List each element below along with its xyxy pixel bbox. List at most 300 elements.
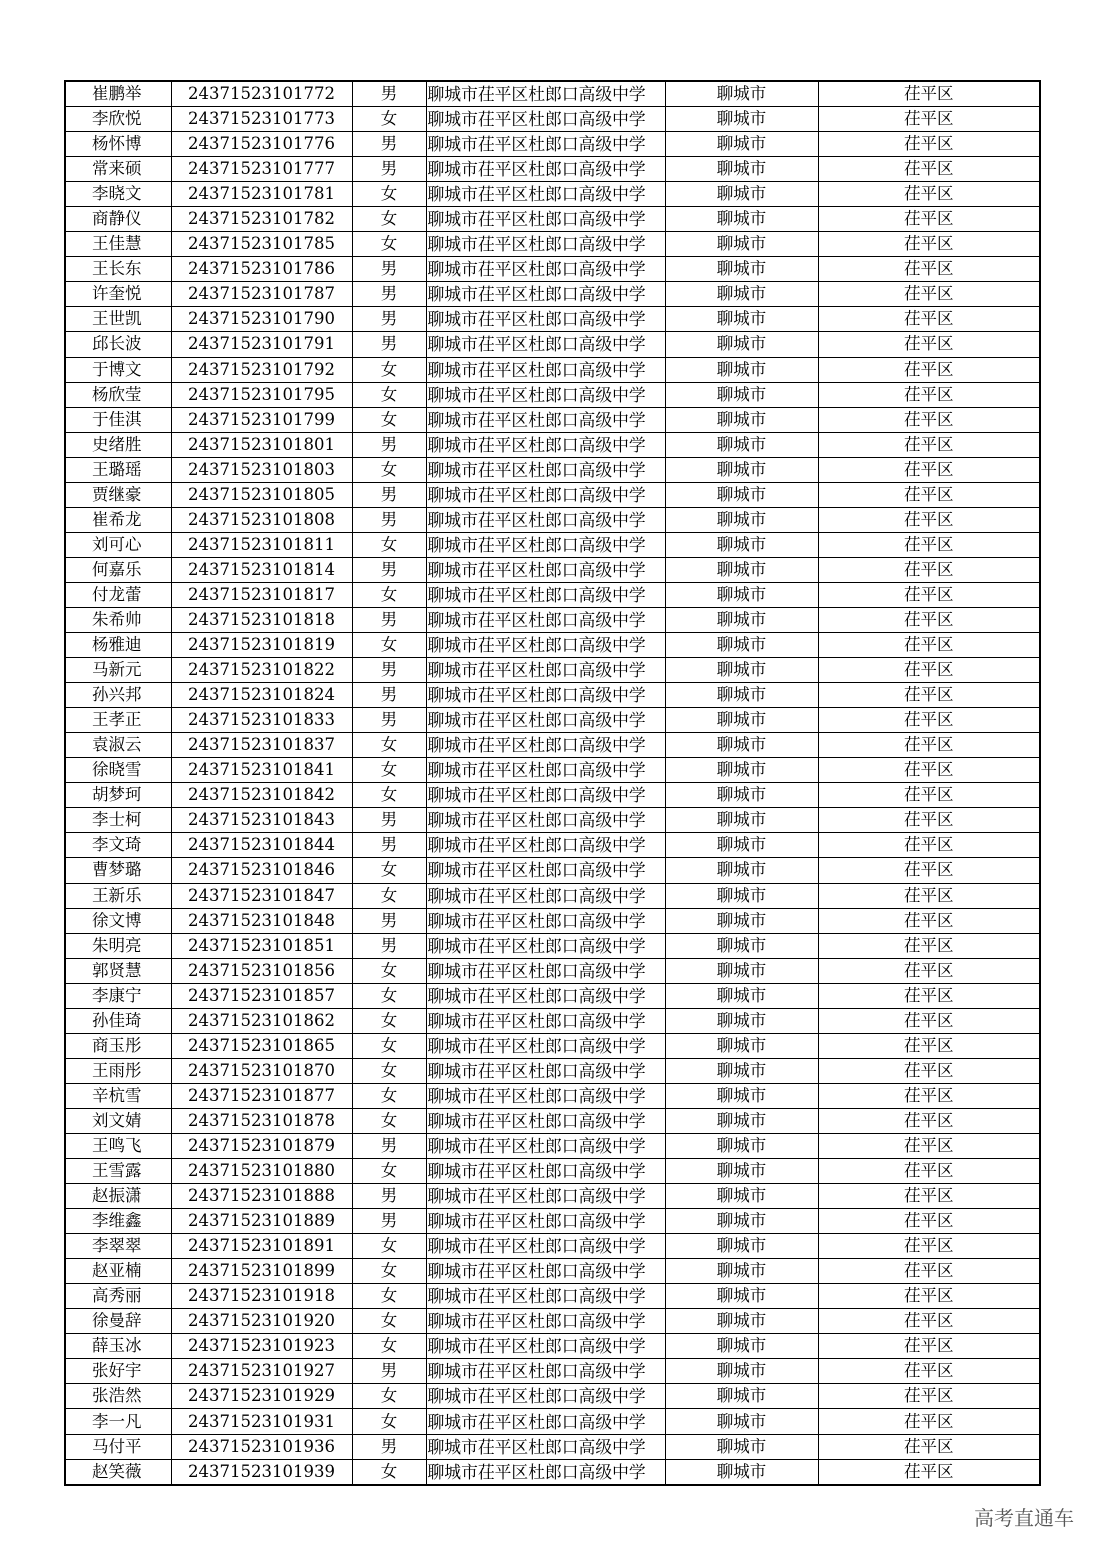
city-cell: 聊城市 (665, 407, 818, 432)
table-row (65, 307, 1040, 332)
table-row (65, 883, 1040, 908)
table-row (65, 1133, 1040, 1158)
name-cell: 王世凯 (65, 307, 171, 332)
table-row (65, 232, 1040, 257)
district-cell: 茌平区 (818, 1033, 1040, 1058)
school-cell: 聊城市茌平区杜郎口高级中学 (426, 407, 665, 432)
table-row (65, 1459, 1040, 1485)
name-cell: 薛玉冰 (65, 1334, 171, 1359)
gender-cell: 女 (352, 983, 426, 1008)
name-cell: 朱希帅 (65, 607, 171, 632)
district-cell: 茌平区 (818, 658, 1040, 683)
district-cell: 茌平区 (818, 1108, 1040, 1133)
city-cell: 聊城市 (665, 1434, 818, 1459)
exam-id-cell: 24371523101817 (171, 582, 352, 607)
table-row (65, 933, 1040, 958)
exam-id-cell: 24371523101808 (171, 507, 352, 532)
city-cell: 聊城市 (665, 908, 818, 933)
district-cell: 茌平区 (818, 633, 1040, 658)
city-cell: 聊城市 (665, 808, 818, 833)
table-row (65, 107, 1040, 132)
district-cell: 茌平区 (818, 983, 1040, 1008)
exam-id-cell: 24371523101851 (171, 933, 352, 958)
name-cell: 于佳淇 (65, 407, 171, 432)
name-cell: 许奎悦 (65, 282, 171, 307)
table-row (65, 1259, 1040, 1284)
city-cell: 聊城市 (665, 457, 818, 482)
table-row (65, 532, 1040, 557)
city-cell: 聊城市 (665, 1083, 818, 1108)
name-cell: 高秀丽 (65, 1284, 171, 1309)
name-cell: 贾继豪 (65, 482, 171, 507)
district-cell: 茌平区 (818, 708, 1040, 733)
city-cell: 聊城市 (665, 1234, 818, 1259)
city-cell: 聊城市 (665, 1008, 818, 1033)
city-cell: 聊城市 (665, 1259, 818, 1284)
name-cell: 徐晓雪 (65, 758, 171, 783)
city-cell: 聊城市 (665, 482, 818, 507)
district-cell: 茌平区 (818, 282, 1040, 307)
gender-cell: 女 (352, 1008, 426, 1033)
table-row (65, 1083, 1040, 1108)
city-cell: 聊城市 (665, 332, 818, 357)
city-cell: 聊城市 (665, 833, 818, 858)
name-cell: 杨雅迪 (65, 633, 171, 658)
city-cell: 聊城市 (665, 132, 818, 157)
gender-cell: 女 (352, 883, 426, 908)
gender-cell: 男 (352, 482, 426, 507)
district-cell: 茌平区 (818, 457, 1040, 482)
school-cell: 聊城市茌平区杜郎口高级中学 (426, 758, 665, 783)
exam-id-cell: 24371523101843 (171, 808, 352, 833)
school-cell: 聊城市茌平区杜郎口高级中学 (426, 607, 665, 632)
district-cell: 茌平区 (818, 207, 1040, 232)
district-cell: 茌平区 (818, 958, 1040, 983)
table-row (65, 557, 1040, 582)
gender-cell: 男 (352, 833, 426, 858)
table-row (65, 1008, 1040, 1033)
name-cell: 王璐瑶 (65, 457, 171, 482)
school-cell: 聊城市茌平区杜郎口高级中学 (426, 808, 665, 833)
school-cell: 聊城市茌平区杜郎口高级中学 (426, 557, 665, 582)
gender-cell: 男 (352, 1184, 426, 1209)
city-cell: 聊城市 (665, 357, 818, 382)
city-cell: 聊城市 (665, 107, 818, 132)
exam-id-cell: 24371523101791 (171, 332, 352, 357)
school-cell: 聊城市茌平区杜郎口高级中学 (426, 1008, 665, 1033)
city-cell: 聊城市 (665, 1309, 818, 1334)
exam-id-cell: 24371523101856 (171, 958, 352, 983)
school-cell: 聊城市茌平区杜郎口高级中学 (426, 1159, 665, 1184)
name-cell: 何嘉乐 (65, 557, 171, 582)
district-cell: 茌平区 (818, 132, 1040, 157)
school-cell: 聊城市茌平区杜郎口高级中学 (426, 1033, 665, 1058)
table-row (65, 81, 1040, 107)
city-cell: 聊城市 (665, 1384, 818, 1409)
district-cell: 茌平区 (818, 833, 1040, 858)
name-cell: 王雪露 (65, 1159, 171, 1184)
district-cell: 茌平区 (818, 908, 1040, 933)
school-cell: 聊城市茌平区杜郎口高级中学 (426, 532, 665, 557)
city-cell: 聊城市 (665, 81, 818, 107)
gender-cell: 男 (352, 607, 426, 632)
gender-cell: 女 (352, 182, 426, 207)
table-row (65, 808, 1040, 833)
name-cell: 杨怀博 (65, 132, 171, 157)
table-row (65, 182, 1040, 207)
school-cell: 聊城市茌平区杜郎口高级中学 (426, 1234, 665, 1259)
table-row (65, 607, 1040, 632)
name-cell: 崔鹏举 (65, 81, 171, 107)
gender-cell: 男 (352, 658, 426, 683)
city-cell: 聊城市 (665, 1058, 818, 1083)
name-cell: 李晓文 (65, 182, 171, 207)
name-cell: 付龙蕾 (65, 582, 171, 607)
school-cell: 聊城市茌平区杜郎口高级中学 (426, 1284, 665, 1309)
table-row (65, 733, 1040, 758)
table-row (65, 1184, 1040, 1209)
table-row (65, 382, 1040, 407)
school-cell: 聊城市茌平区杜郎口高级中学 (426, 1058, 665, 1083)
city-cell: 聊城市 (665, 783, 818, 808)
district-cell: 茌平区 (818, 532, 1040, 557)
school-cell: 聊城市茌平区杜郎口高级中学 (426, 1259, 665, 1284)
exam-id-cell: 24371523101782 (171, 207, 352, 232)
name-cell: 刘文婧 (65, 1108, 171, 1133)
district-cell: 茌平区 (818, 808, 1040, 833)
exam-id-cell: 24371523101786 (171, 257, 352, 282)
city-cell: 聊城市 (665, 382, 818, 407)
district-cell: 茌平区 (818, 557, 1040, 582)
school-cell: 聊城市茌平区杜郎口高级中学 (426, 983, 665, 1008)
district-cell: 茌平区 (818, 1384, 1040, 1409)
name-cell: 邱长波 (65, 332, 171, 357)
district-cell: 茌平区 (818, 182, 1040, 207)
school-cell: 聊城市茌平区杜郎口高级中学 (426, 708, 665, 733)
school-cell: 聊城市茌平区杜郎口高级中学 (426, 432, 665, 457)
school-cell: 聊城市茌平区杜郎口高级中学 (426, 833, 665, 858)
exam-id-cell: 24371523101878 (171, 1108, 352, 1133)
school-cell: 聊城市茌平区杜郎口高级中学 (426, 257, 665, 282)
exam-id-cell: 24371523101877 (171, 1083, 352, 1108)
school-cell: 聊城市茌平区杜郎口高级中学 (426, 658, 665, 683)
district-cell: 茌平区 (818, 257, 1040, 282)
name-cell: 李维鑫 (65, 1209, 171, 1234)
exam-id-cell: 24371523101833 (171, 708, 352, 733)
city-cell: 聊城市 (665, 507, 818, 532)
table-row (65, 958, 1040, 983)
school-cell: 聊城市茌平区杜郎口高级中学 (426, 332, 665, 357)
city-cell: 聊城市 (665, 232, 818, 257)
district-cell: 茌平区 (818, 232, 1040, 257)
exam-id-cell: 24371523101899 (171, 1259, 352, 1284)
school-cell: 聊城市茌平区杜郎口高级中学 (426, 157, 665, 182)
name-cell: 商静仪 (65, 207, 171, 232)
gender-cell: 男 (352, 257, 426, 282)
watermark: 高考直通车 (974, 1506, 1074, 1530)
gender-cell: 女 (352, 357, 426, 382)
city-cell: 聊城市 (665, 1409, 818, 1434)
gender-cell: 女 (352, 1284, 426, 1309)
gender-cell: 女 (352, 758, 426, 783)
table-row (65, 633, 1040, 658)
gender-cell: 女 (352, 733, 426, 758)
school-cell: 聊城市茌平区杜郎口高级中学 (426, 958, 665, 983)
gender-cell: 女 (352, 457, 426, 482)
name-cell: 郭贤慧 (65, 958, 171, 983)
gender-cell: 男 (352, 432, 426, 457)
school-cell: 聊城市茌平区杜郎口高级中学 (426, 207, 665, 232)
exam-id-cell: 24371523101880 (171, 1159, 352, 1184)
city-cell: 聊城市 (665, 1033, 818, 1058)
exam-id-cell: 24371523101799 (171, 407, 352, 432)
school-cell: 聊城市茌平区杜郎口高级中学 (426, 733, 665, 758)
name-cell: 曹梦璐 (65, 858, 171, 883)
exam-id-cell: 24371523101819 (171, 633, 352, 658)
district-cell: 茌平区 (818, 107, 1040, 132)
table-row (65, 357, 1040, 382)
school-cell: 聊城市茌平区杜郎口高级中学 (426, 81, 665, 107)
exam-id-cell: 24371523101818 (171, 607, 352, 632)
name-cell: 于博文 (65, 357, 171, 382)
table-row (65, 132, 1040, 157)
table-row (65, 507, 1040, 532)
exam-id-cell: 24371523101931 (171, 1409, 352, 1434)
city-cell: 聊城市 (665, 733, 818, 758)
student-roster-table (64, 80, 1041, 1486)
exam-id-cell: 24371523101772 (171, 81, 352, 107)
school-cell: 聊城市茌平区杜郎口高级中学 (426, 1359, 665, 1384)
district-cell: 茌平区 (818, 883, 1040, 908)
name-cell: 李文琦 (65, 833, 171, 858)
gender-cell: 女 (352, 1058, 426, 1083)
city-cell: 聊城市 (665, 557, 818, 582)
name-cell: 崔希龙 (65, 507, 171, 532)
table-row (65, 1209, 1040, 1234)
exam-id-cell: 24371523101847 (171, 883, 352, 908)
table-row (65, 1434, 1040, 1459)
district-cell: 茌平区 (818, 1309, 1040, 1334)
exam-id-cell: 24371523101801 (171, 432, 352, 457)
table-row (65, 157, 1040, 182)
school-cell: 聊城市茌平区杜郎口高级中学 (426, 783, 665, 808)
table-row (65, 1284, 1040, 1309)
table-row (65, 658, 1040, 683)
table-row (65, 1159, 1040, 1184)
table-row (65, 407, 1040, 432)
school-cell: 聊城市茌平区杜郎口高级中学 (426, 908, 665, 933)
district-cell: 茌平区 (818, 482, 1040, 507)
city-cell: 聊城市 (665, 983, 818, 1008)
name-cell: 赵振潇 (65, 1184, 171, 1209)
district-cell: 茌平区 (818, 758, 1040, 783)
exam-id-cell: 24371523101927 (171, 1359, 352, 1384)
exam-id-cell: 24371523101790 (171, 307, 352, 332)
school-cell: 聊城市茌平区杜郎口高级中学 (426, 1309, 665, 1334)
name-cell: 刘可心 (65, 532, 171, 557)
table-row (65, 758, 1040, 783)
city-cell: 聊城市 (665, 1334, 818, 1359)
school-cell: 聊城市茌平区杜郎口高级中学 (426, 933, 665, 958)
gender-cell: 男 (352, 708, 426, 733)
district-cell: 茌平区 (818, 858, 1040, 883)
gender-cell: 女 (352, 232, 426, 257)
school-cell: 聊城市茌平区杜郎口高级中学 (426, 633, 665, 658)
city-cell: 聊城市 (665, 582, 818, 607)
name-cell: 孙兴邦 (65, 683, 171, 708)
exam-id-cell: 24371523101842 (171, 783, 352, 808)
school-cell: 聊城市茌平区杜郎口高级中学 (426, 132, 665, 157)
name-cell: 徐曼辞 (65, 1309, 171, 1334)
city-cell: 聊城市 (665, 607, 818, 632)
table-row (65, 582, 1040, 607)
district-cell: 茌平区 (818, 933, 1040, 958)
district-cell: 茌平区 (818, 1334, 1040, 1359)
district-cell: 茌平区 (818, 432, 1040, 457)
table-row (65, 1108, 1040, 1133)
table-row (65, 858, 1040, 883)
name-cell: 李欣悦 (65, 107, 171, 132)
gender-cell: 女 (352, 1159, 426, 1184)
gender-cell: 男 (352, 908, 426, 933)
district-cell: 茌平区 (818, 81, 1040, 107)
city-cell: 聊城市 (665, 883, 818, 908)
gender-cell: 男 (352, 282, 426, 307)
table-row (65, 1409, 1040, 1434)
exam-id-cell: 24371523101792 (171, 357, 352, 382)
table-row (65, 1234, 1040, 1259)
gender-cell: 女 (352, 107, 426, 132)
school-cell: 聊城市茌平区杜郎口高级中学 (426, 1209, 665, 1234)
exam-id-cell: 24371523101837 (171, 733, 352, 758)
district-cell: 茌平区 (818, 733, 1040, 758)
school-cell: 聊城市茌平区杜郎口高级中学 (426, 582, 665, 607)
exam-id-cell: 24371523101865 (171, 1033, 352, 1058)
name-cell: 赵亚楠 (65, 1259, 171, 1284)
school-cell: 聊城市茌平区杜郎口高级中学 (426, 232, 665, 257)
district-cell: 茌平区 (818, 1209, 1040, 1234)
district-cell: 茌平区 (818, 1133, 1040, 1158)
district-cell: 茌平区 (818, 382, 1040, 407)
table-row (65, 708, 1040, 733)
gender-cell: 男 (352, 307, 426, 332)
gender-cell: 男 (352, 1133, 426, 1158)
name-cell: 王雨彤 (65, 1058, 171, 1083)
gender-cell: 女 (352, 1033, 426, 1058)
exam-id-cell: 24371523101785 (171, 232, 352, 257)
exam-id-cell: 24371523101824 (171, 683, 352, 708)
name-cell: 孙佳琦 (65, 1008, 171, 1033)
exam-id-cell: 24371523101814 (171, 557, 352, 582)
exam-id-cell: 24371523101776 (171, 132, 352, 157)
city-cell: 聊城市 (665, 633, 818, 658)
district-cell: 茌平区 (818, 1459, 1040, 1485)
gender-cell: 男 (352, 808, 426, 833)
name-cell: 商玉彤 (65, 1033, 171, 1058)
exam-id-cell: 24371523101862 (171, 1008, 352, 1033)
name-cell: 徐文博 (65, 908, 171, 933)
table-row (65, 783, 1040, 808)
exam-id-cell: 24371523101773 (171, 107, 352, 132)
school-cell: 聊城市茌平区杜郎口高级中学 (426, 1184, 665, 1209)
gender-cell: 女 (352, 1309, 426, 1334)
school-cell: 聊城市茌平区杜郎口高级中学 (426, 1434, 665, 1459)
exam-id-cell: 24371523101936 (171, 1434, 352, 1459)
name-cell: 胡梦珂 (65, 783, 171, 808)
table-row (65, 432, 1040, 457)
city-cell: 聊城市 (665, 1184, 818, 1209)
district-cell: 茌平区 (818, 1159, 1040, 1184)
school-cell: 聊城市茌平区杜郎口高级中学 (426, 1459, 665, 1485)
name-cell: 李翠翠 (65, 1234, 171, 1259)
gender-cell: 女 (352, 382, 426, 407)
name-cell: 史绪胜 (65, 432, 171, 457)
exam-id-cell: 24371523101844 (171, 833, 352, 858)
school-cell: 聊城市茌平区杜郎口高级中学 (426, 107, 665, 132)
school-cell: 聊城市茌平区杜郎口高级中学 (426, 1384, 665, 1409)
gender-cell: 男 (352, 132, 426, 157)
gender-cell: 男 (352, 81, 426, 107)
gender-cell: 女 (352, 1334, 426, 1359)
exam-id-cell: 24371523101888 (171, 1184, 352, 1209)
city-cell: 聊城市 (665, 1209, 818, 1234)
district-cell: 茌平区 (818, 357, 1040, 382)
gender-cell: 男 (352, 157, 426, 182)
exam-id-cell: 24371523101879 (171, 1133, 352, 1158)
exam-id-cell: 24371523101787 (171, 282, 352, 307)
exam-id-cell: 24371523101923 (171, 1334, 352, 1359)
city-cell: 聊城市 (665, 257, 818, 282)
city-cell: 聊城市 (665, 858, 818, 883)
exam-id-cell: 24371523101803 (171, 457, 352, 482)
exam-id-cell: 24371523101870 (171, 1058, 352, 1083)
exam-id-cell: 24371523101781 (171, 182, 352, 207)
gender-cell: 男 (352, 683, 426, 708)
table-row (65, 833, 1040, 858)
district-cell: 茌平区 (818, 1259, 1040, 1284)
exam-id-cell: 24371523101846 (171, 858, 352, 883)
school-cell: 聊城市茌平区杜郎口高级中学 (426, 858, 665, 883)
name-cell: 王佳慧 (65, 232, 171, 257)
district-cell: 茌平区 (818, 157, 1040, 182)
city-cell: 聊城市 (665, 758, 818, 783)
exam-id-cell: 24371523101848 (171, 908, 352, 933)
exam-id-cell: 24371523101857 (171, 983, 352, 1008)
name-cell: 常来硕 (65, 157, 171, 182)
exam-id-cell: 24371523101929 (171, 1384, 352, 1409)
name-cell: 赵笑薇 (65, 1459, 171, 1485)
table-row (65, 1384, 1040, 1409)
exam-id-cell: 24371523101918 (171, 1284, 352, 1309)
roster-body (65, 81, 1040, 1485)
district-cell: 茌平区 (818, 1359, 1040, 1384)
exam-id-cell: 24371523101822 (171, 658, 352, 683)
school-cell: 聊城市茌平区杜郎口高级中学 (426, 307, 665, 332)
city-cell: 聊城市 (665, 1159, 818, 1184)
district-cell: 茌平区 (818, 1083, 1040, 1108)
school-cell: 聊城市茌平区杜郎口高级中学 (426, 457, 665, 482)
exam-id-cell: 24371523101841 (171, 758, 352, 783)
school-cell: 聊城市茌平区杜郎口高级中学 (426, 1409, 665, 1434)
gender-cell: 女 (352, 532, 426, 557)
table-row (65, 1359, 1040, 1384)
exam-id-cell: 24371523101795 (171, 382, 352, 407)
gender-cell: 女 (352, 1108, 426, 1133)
gender-cell: 女 (352, 858, 426, 883)
city-cell: 聊城市 (665, 1133, 818, 1158)
school-cell: 聊城市茌平区杜郎口高级中学 (426, 382, 665, 407)
table-row (65, 983, 1040, 1008)
